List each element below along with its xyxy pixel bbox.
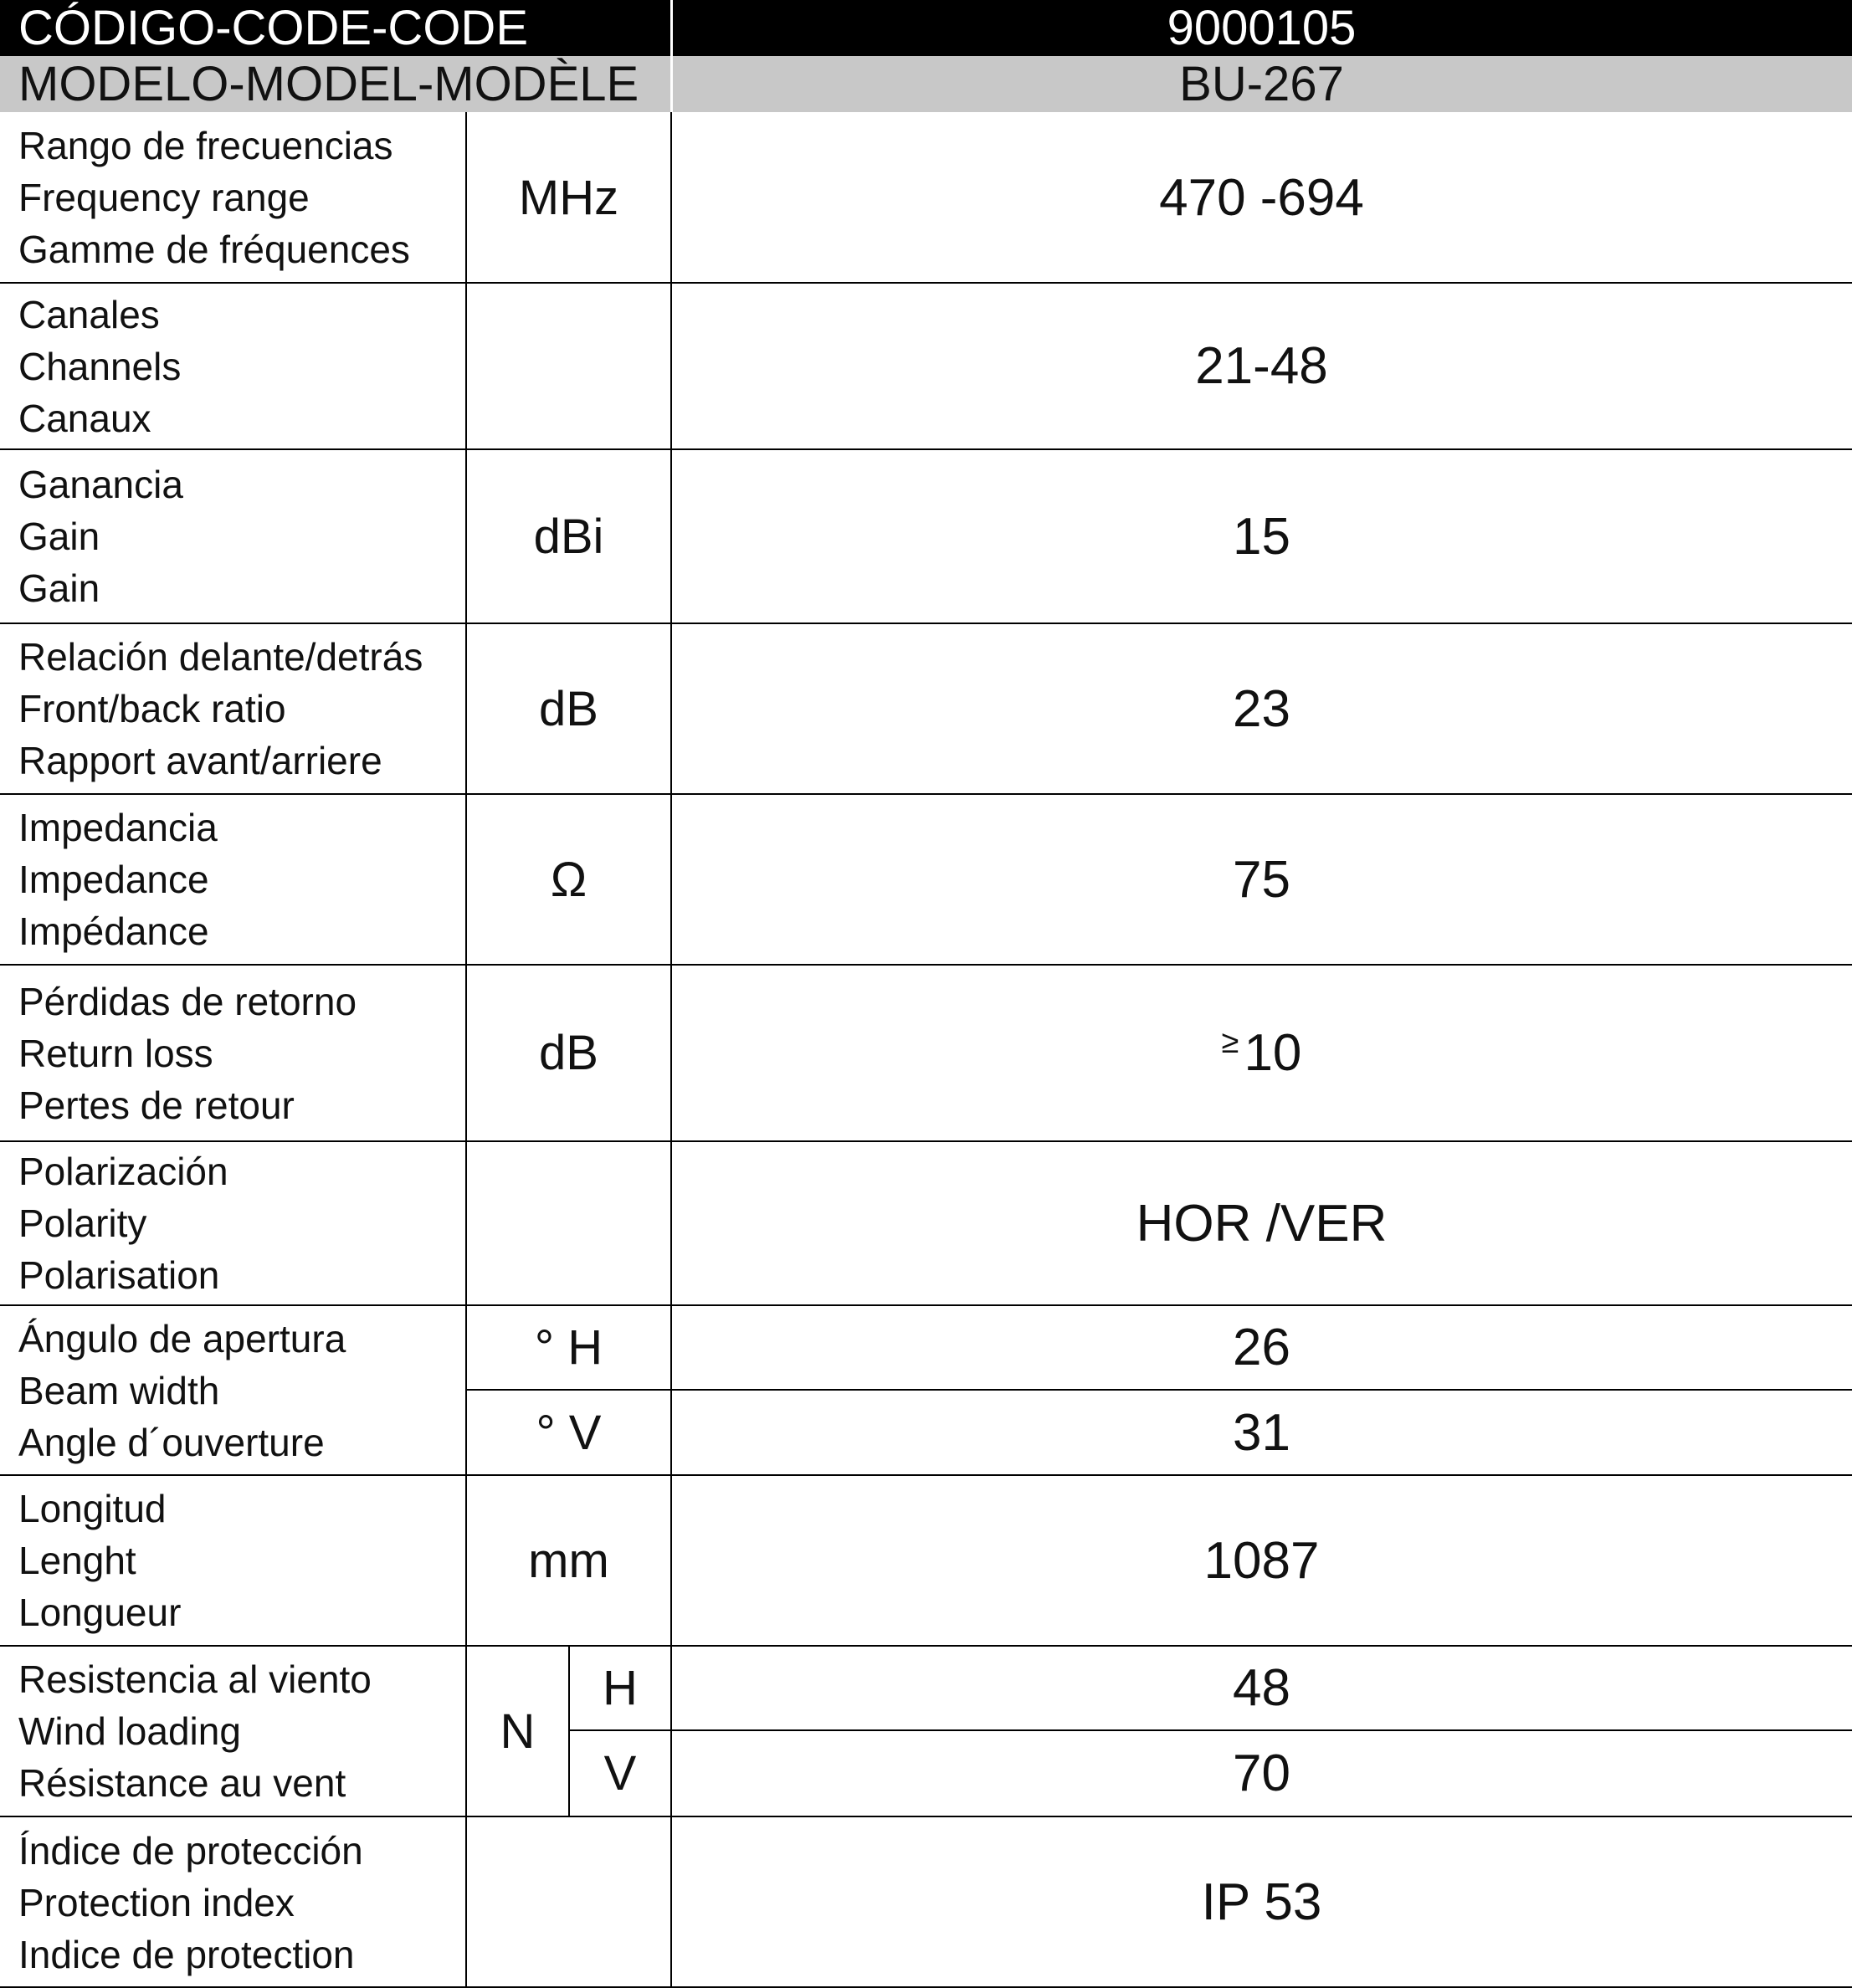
row-label-return-loss <box>0 965 466 1141</box>
grid-row-separator <box>0 448 1852 450</box>
label-en: Impedance <box>18 858 209 901</box>
row-label-wind-loading <box>0 1646 466 1816</box>
unit-front-back: dB <box>539 681 598 736</box>
unit-beam-v: ° V <box>536 1405 602 1460</box>
value-gain: 15 <box>1233 507 1290 566</box>
label-fr: Longueur <box>18 1591 182 1634</box>
unit-wind-h: H <box>603 1661 638 1715</box>
label-en: Gain <box>18 515 100 558</box>
return-loss-number: 10 <box>1244 1024 1302 1082</box>
label-fr: Rapport avant/arriere <box>18 739 382 782</box>
grid-row-separator <box>0 793 1852 795</box>
grid-vertical-unit-value <box>670 112 672 1988</box>
row-label-impedance <box>0 794 466 965</box>
unit-impedance: Ω <box>550 852 587 907</box>
label-fr: Résistance au vent <box>18 1761 346 1805</box>
label-es: Relación delante/detrás <box>18 635 423 679</box>
value-beam-h: 26 <box>1233 1319 1290 1376</box>
label-en: Channels <box>18 344 182 388</box>
label-en: Protection index <box>18 1880 295 1924</box>
grid-row-separator <box>0 1816 1852 1817</box>
label-en: Lenght <box>18 1539 136 1582</box>
row-label-channels <box>0 283 466 449</box>
label-es: Índice de protección <box>18 1828 363 1873</box>
grid-row-separator <box>0 282 1852 284</box>
value-wind-h: 48 <box>1233 1659 1290 1717</box>
label-fr: Indice de protection <box>18 1932 355 1976</box>
unit-wind-n: N <box>500 1704 536 1759</box>
row-label-polarity <box>0 1141 466 1305</box>
label-es: Pérdidas de retorno <box>18 979 357 1023</box>
label-fr: Pertes de retour <box>18 1083 295 1127</box>
label-fr: Polarisation <box>18 1253 220 1297</box>
grid-row-separator <box>0 1645 1852 1647</box>
unit-beam-h: ° H <box>534 1320 603 1375</box>
unit-polarity <box>466 1141 671 1305</box>
grid-row-separator <box>0 623 1852 624</box>
row-label-gain <box>0 449 466 623</box>
label-en: Beam width <box>18 1368 220 1412</box>
label-en: Polarity <box>18 1202 147 1245</box>
label-fr: Gamme de fréquences <box>18 228 410 271</box>
label-en: Front/back ratio <box>18 687 286 730</box>
label-es: Longitud <box>18 1487 167 1530</box>
model-label: MODELO-MODEL-MODÈLE <box>0 56 671 112</box>
value-front-back: 23 <box>1233 679 1290 738</box>
unit-frequency: MHz <box>518 170 619 225</box>
row-label-front-back <box>0 623 466 794</box>
label-es: Ganancia <box>18 463 183 506</box>
unit-length: mm <box>528 1533 609 1588</box>
header-separator <box>670 0 673 112</box>
value-frequency: 470 -694 <box>1159 168 1364 227</box>
label-en: Return loss <box>18 1031 213 1075</box>
label-es: Rango de frecuencias <box>18 124 393 167</box>
label-es: Impedancia <box>18 806 218 849</box>
value-channels: 21-48 <box>1195 337 1328 395</box>
label-en: Wind loading <box>18 1709 241 1753</box>
grid-vertical-wind-split <box>568 1646 570 1816</box>
label-fr: Gain <box>18 566 100 610</box>
value-wind-v: 70 <box>1233 1745 1290 1802</box>
value-return-loss <box>671 965 1852 1141</box>
value-length: 1087 <box>1203 1531 1320 1590</box>
unit-return-loss: dB <box>539 1026 598 1080</box>
row-label-protection <box>0 1816 466 1988</box>
greater-equal-sign: ≥ <box>1221 1025 1239 1060</box>
label-es: Ángulo de apertura <box>18 1316 346 1360</box>
label-es: Polarización <box>18 1150 228 1193</box>
grid-sub-separator <box>569 1729 1852 1731</box>
label-fr: Canaux <box>18 396 151 440</box>
value-polarity: HOR /VER <box>1136 1194 1388 1253</box>
grid-row-separator <box>0 1140 1852 1142</box>
unit-gain: dBi <box>533 509 604 564</box>
grid-row-separator <box>0 1304 1852 1306</box>
label-en: Frequency range <box>18 176 310 219</box>
unit-wind-v: V <box>603 1746 637 1801</box>
value-impedance: 75 <box>1233 850 1290 909</box>
value-protection: IP 53 <box>1201 1873 1322 1931</box>
unit-channels <box>466 283 671 449</box>
row-label-frequency <box>0 112 466 283</box>
row-label-beam-width <box>0 1305 466 1475</box>
unit-protection <box>466 1816 671 1988</box>
grid-sub-separator <box>466 1389 1852 1391</box>
label-es: Canales <box>18 292 160 336</box>
label-fr: Angle d´ouverture <box>18 1420 325 1464</box>
label-fr: Impédance <box>18 909 209 953</box>
value-beam-v: 31 <box>1233 1403 1290 1462</box>
grid-vertical-label-unit <box>465 112 467 1988</box>
grid-row-separator <box>0 1474 1852 1476</box>
model-value: BU-267 <box>671 56 1852 112</box>
label-es: Resistencia al viento <box>18 1658 372 1701</box>
row-label-length <box>0 1475 466 1646</box>
grid-row-separator <box>0 964 1852 966</box>
code-value: 9000105 <box>671 0 1852 56</box>
code-label: CÓDIGO-CODE-CODE <box>0 0 671 56</box>
